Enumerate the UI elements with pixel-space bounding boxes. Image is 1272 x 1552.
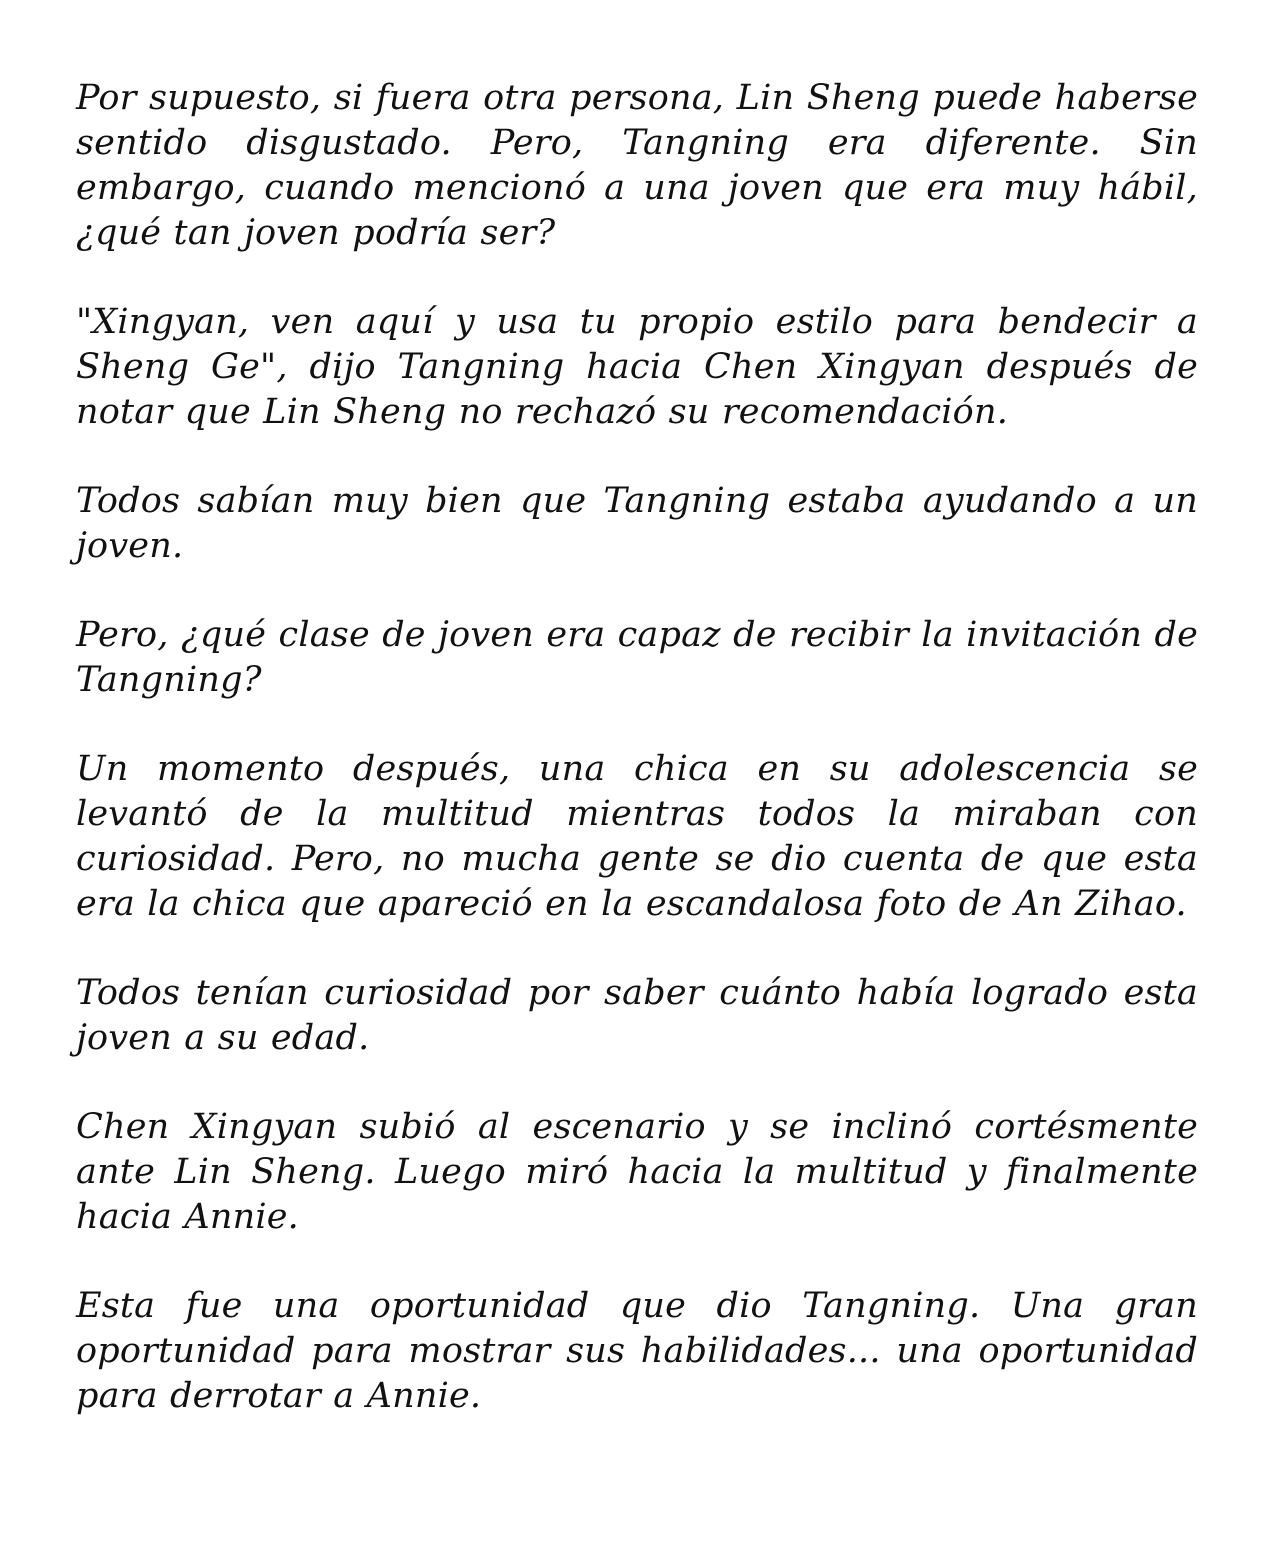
paragraph-3: Todos sabían muy bien que Tangning estaba ayudando a un joven. <box>76 481 1198 566</box>
paragraph-8: Esta fue una oportunidad que dio Tangning. Una gran oportunidad para mostrar sus habilidades... una oportunidad para derrotar a Annie. <box>76 1286 1198 1416</box>
paragraph-6: Todos tenían curiosidad por saber cuánto había logrado esta joven a su edad. <box>76 973 1198 1058</box>
paragraph-1: Por supuesto, si fuera otra persona, Lin Sheng puede haberse sentido disgustado. Pero, Tangning era diferente. Sin embargo, cuando mencionó a una joven que era muy hábil, ¿qué tan joven podría ser? <box>76 78 1198 253</box>
paragraph-2: "Xingyan, ven aquí y usa tu propio estilo para bendecir a Sheng Ge", dijo Tangning hacia Chen Xingyan después de notar que Lin Sheng no rechazó su recomendación. <box>76 302 1198 432</box>
paragraph-7: Chen Xingyan subió al escenario y se inclinó cortésmente ante Lin Sheng. Luego miró hacia la multitud y finalmente hacia Annie. <box>76 1107 1198 1237</box>
paragraph-5: Un momento después, una chica en su adolescencia se levantó de la multitud mientras todos la miraban con curiosidad. Pero, no mucha gente se dio cuenta de que esta era la chica que apareció en la escandalosa foto de An Zihao. <box>76 749 1198 924</box>
paragraph-4: Pero, ¿qué clase de joven era capaz de recibir la invitación de Tangning? <box>76 615 1198 700</box>
document-page <box>76 76 1198 1419</box>
